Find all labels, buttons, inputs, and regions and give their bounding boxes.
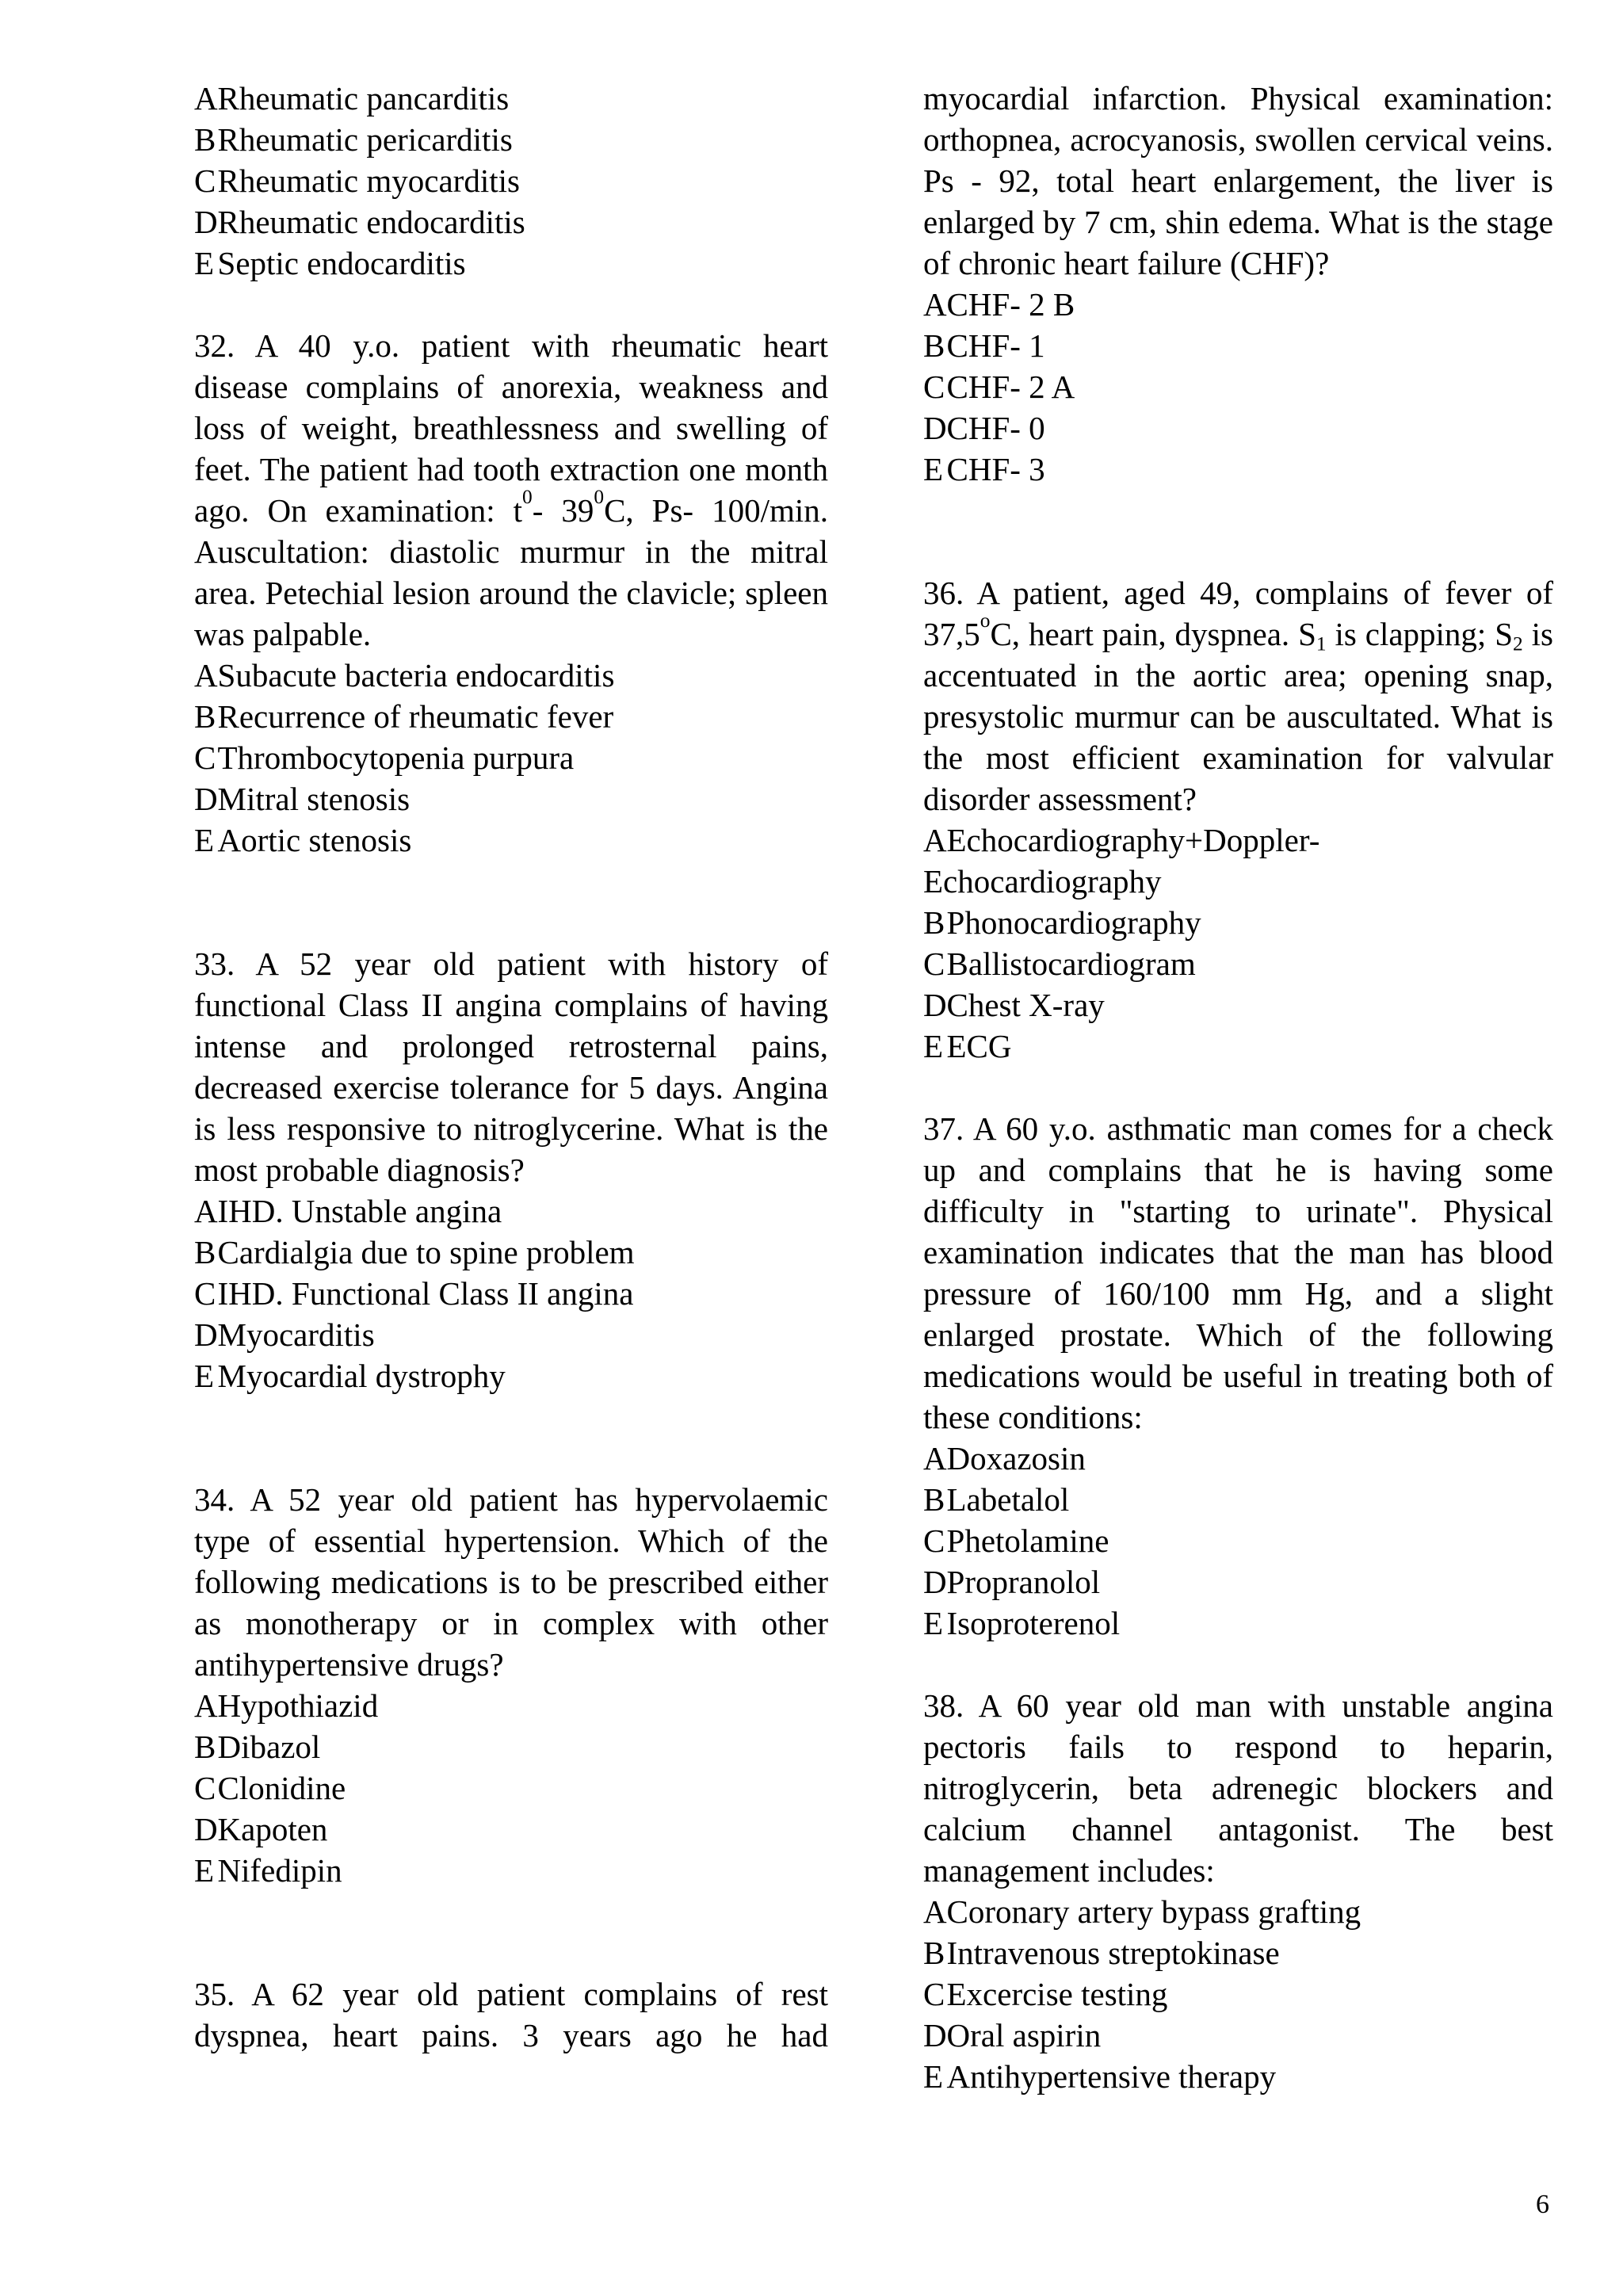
q31-option-a: ARheumatic pancarditis xyxy=(194,80,510,117)
q34-stem: 34. A 52 year old patient has hypervolaemic type of essential hypertension. Which of the following medications is to be prescribed either as monotherapy or in complex with other antihypertensive drugs? xyxy=(194,1481,828,1683)
right-column xyxy=(923,78,1553,2097)
q37-option-d: DPropranolol xyxy=(923,1564,1101,1600)
q37-option-b: BLabetalol xyxy=(923,1481,1070,1518)
q32-option-b: BRecurrence of rheumatic fever xyxy=(194,698,614,735)
question-37 xyxy=(923,1108,1553,1644)
q35-stem-continued: myocardial infarction. Physical examination: orthopnea, acrocyanosis, swollen cervical veins. Ps - 92, total heart enlargement, the liver is enlarged by 7 cm, shin edema. What is the stage of chronic heart failure (CHF)? xyxy=(923,80,1553,281)
q38-option-d: DOral aspirin xyxy=(923,2017,1102,2053)
page-number: 6 xyxy=(1536,2190,1549,2219)
q37-option-c: CPhetolamine xyxy=(923,1522,1109,1559)
q35-option-a: ACHF- 2 B xyxy=(923,286,1075,323)
question-34 xyxy=(194,1479,828,1891)
q33-stem: 33. A 52 year old patient with history of functional Class II angina complains of having intense and prolonged retrosternal pains, decreased exercise tolerance for 5 days. Angina is less responsive to nitroglycerine. What is the most probable diagnosis? xyxy=(194,946,828,1188)
q38-option-c: CExcercise testing xyxy=(923,1976,1168,2012)
q36-option-c: CBallistocardiogram xyxy=(923,946,1196,982)
q35-option-d: DCHF- 0 xyxy=(923,410,1045,446)
q36-option-e: E ECG xyxy=(923,1028,1012,1064)
q33-option-b: BCardialgia due to spine problem xyxy=(194,1234,635,1270)
q35-option-e: E CHF- 3 xyxy=(923,451,1045,487)
q33-option-c: CIHD. Functional Class II angina xyxy=(194,1275,634,1312)
q34-option-e: E Nifedipin xyxy=(194,1852,342,1889)
q32-option-a: ASubacute bacteria endocarditis xyxy=(194,657,615,693)
q34-option-b: BDibazol xyxy=(194,1729,321,1765)
question-35-continued xyxy=(923,78,1553,490)
q37-stem: 37. A 60 y.o. asthmatic man comes for a check up and complains that he is having some difficulty in "starting to urinate". Physical examination indicates that the man has blood pressure of 160/100 mm Hg, and a slight enlarged prostate. Which of the following medications would be useful in treating both of these conditions: xyxy=(923,1110,1553,1435)
q34-option-d: DKapoten xyxy=(194,1811,328,1847)
q37-option-e: E Isoproterenol xyxy=(923,1605,1121,1641)
question-32 xyxy=(194,325,828,861)
q32-option-c: CThrombocytopenia purpura xyxy=(194,739,575,776)
q33-option-a: AIHD. Unstable angina xyxy=(194,1193,502,1229)
q36-option-a: AEchocardiography+Doppler-Echocardiography xyxy=(923,822,1320,900)
q34-option-a: AHypothiazid xyxy=(194,1687,379,1724)
question-38 xyxy=(923,1685,1553,2097)
q35-option-c: CCHF- 2 A xyxy=(923,369,1075,405)
q33-option-e: E Myocardial dystrophy xyxy=(194,1358,506,1394)
q38-stem: 38. A 60 year old man with unstable angina pectoris fails to respond to heparin, nitroglycerin, beta adrenegic blockers and calcium channel antagonist. The best management includes: xyxy=(923,1687,1553,1889)
q32-stem: 32. A 40 y.o. patient with rheumatic heart disease complains of anorexia, weakness and loss of weight, breathlessness and swelling of feet. The patient had tooth extraction one month ago. On examination: $t^0-$ $39^0C$, Ps- 100/min. Auscultation: diastolic murmur in the mitral area. Petechial lesion around the clavicle; spleen was palpable. xyxy=(194,327,828,652)
question-36 xyxy=(923,572,1553,1067)
q31-option-e: E Septic endocarditis xyxy=(194,245,466,281)
q32-option-e: E Aortic stenosis xyxy=(194,822,412,858)
q36-stem: 36. A patient, aged 49, complains of fever of 37,5$^o$C, heart pain, dyspnea. $S_1$ is clapping; $S_2$ is accentuated in the aortic area; opening snap, presystolic murmur can be auscultated. What is the most efficient examination for valvular disorder assessment? xyxy=(923,575,1553,817)
q33-option-d: DMyocarditis xyxy=(194,1316,375,1353)
q38-option-e: E Antihypertensive therapy xyxy=(923,2058,1277,2095)
q38-option-b: BIntravenous streptokinase xyxy=(923,1935,1280,1971)
q31-options xyxy=(194,78,828,284)
question-33 xyxy=(194,943,828,1396)
q31-option-b: BRheumatic pericarditis xyxy=(194,121,513,158)
q31-option-c: CRheumatic myocarditis xyxy=(194,162,520,199)
q32-option-d: DMitral stenosis xyxy=(194,781,411,817)
question-35-start xyxy=(194,1973,828,2056)
q34-option-c: CClonidine xyxy=(194,1770,346,1806)
q35-stem-start: 35. A 62 year old patient complains of rest dyspnea, heart pains. 3 years ago he had xyxy=(194,1976,828,2053)
q37-option-a: ADoxazosin xyxy=(923,1440,1086,1477)
q35-option-b: BCHF- 1 xyxy=(923,327,1045,364)
q36-option-d: DChest X-ray xyxy=(923,987,1105,1023)
q31-option-d: DRheumatic endocarditis xyxy=(194,204,525,240)
q36-option-b: BPhonocardiography xyxy=(923,904,1201,941)
left-column xyxy=(194,78,828,2056)
q38-option-a: ACoronary artery bypass grafting xyxy=(923,1893,1361,1930)
